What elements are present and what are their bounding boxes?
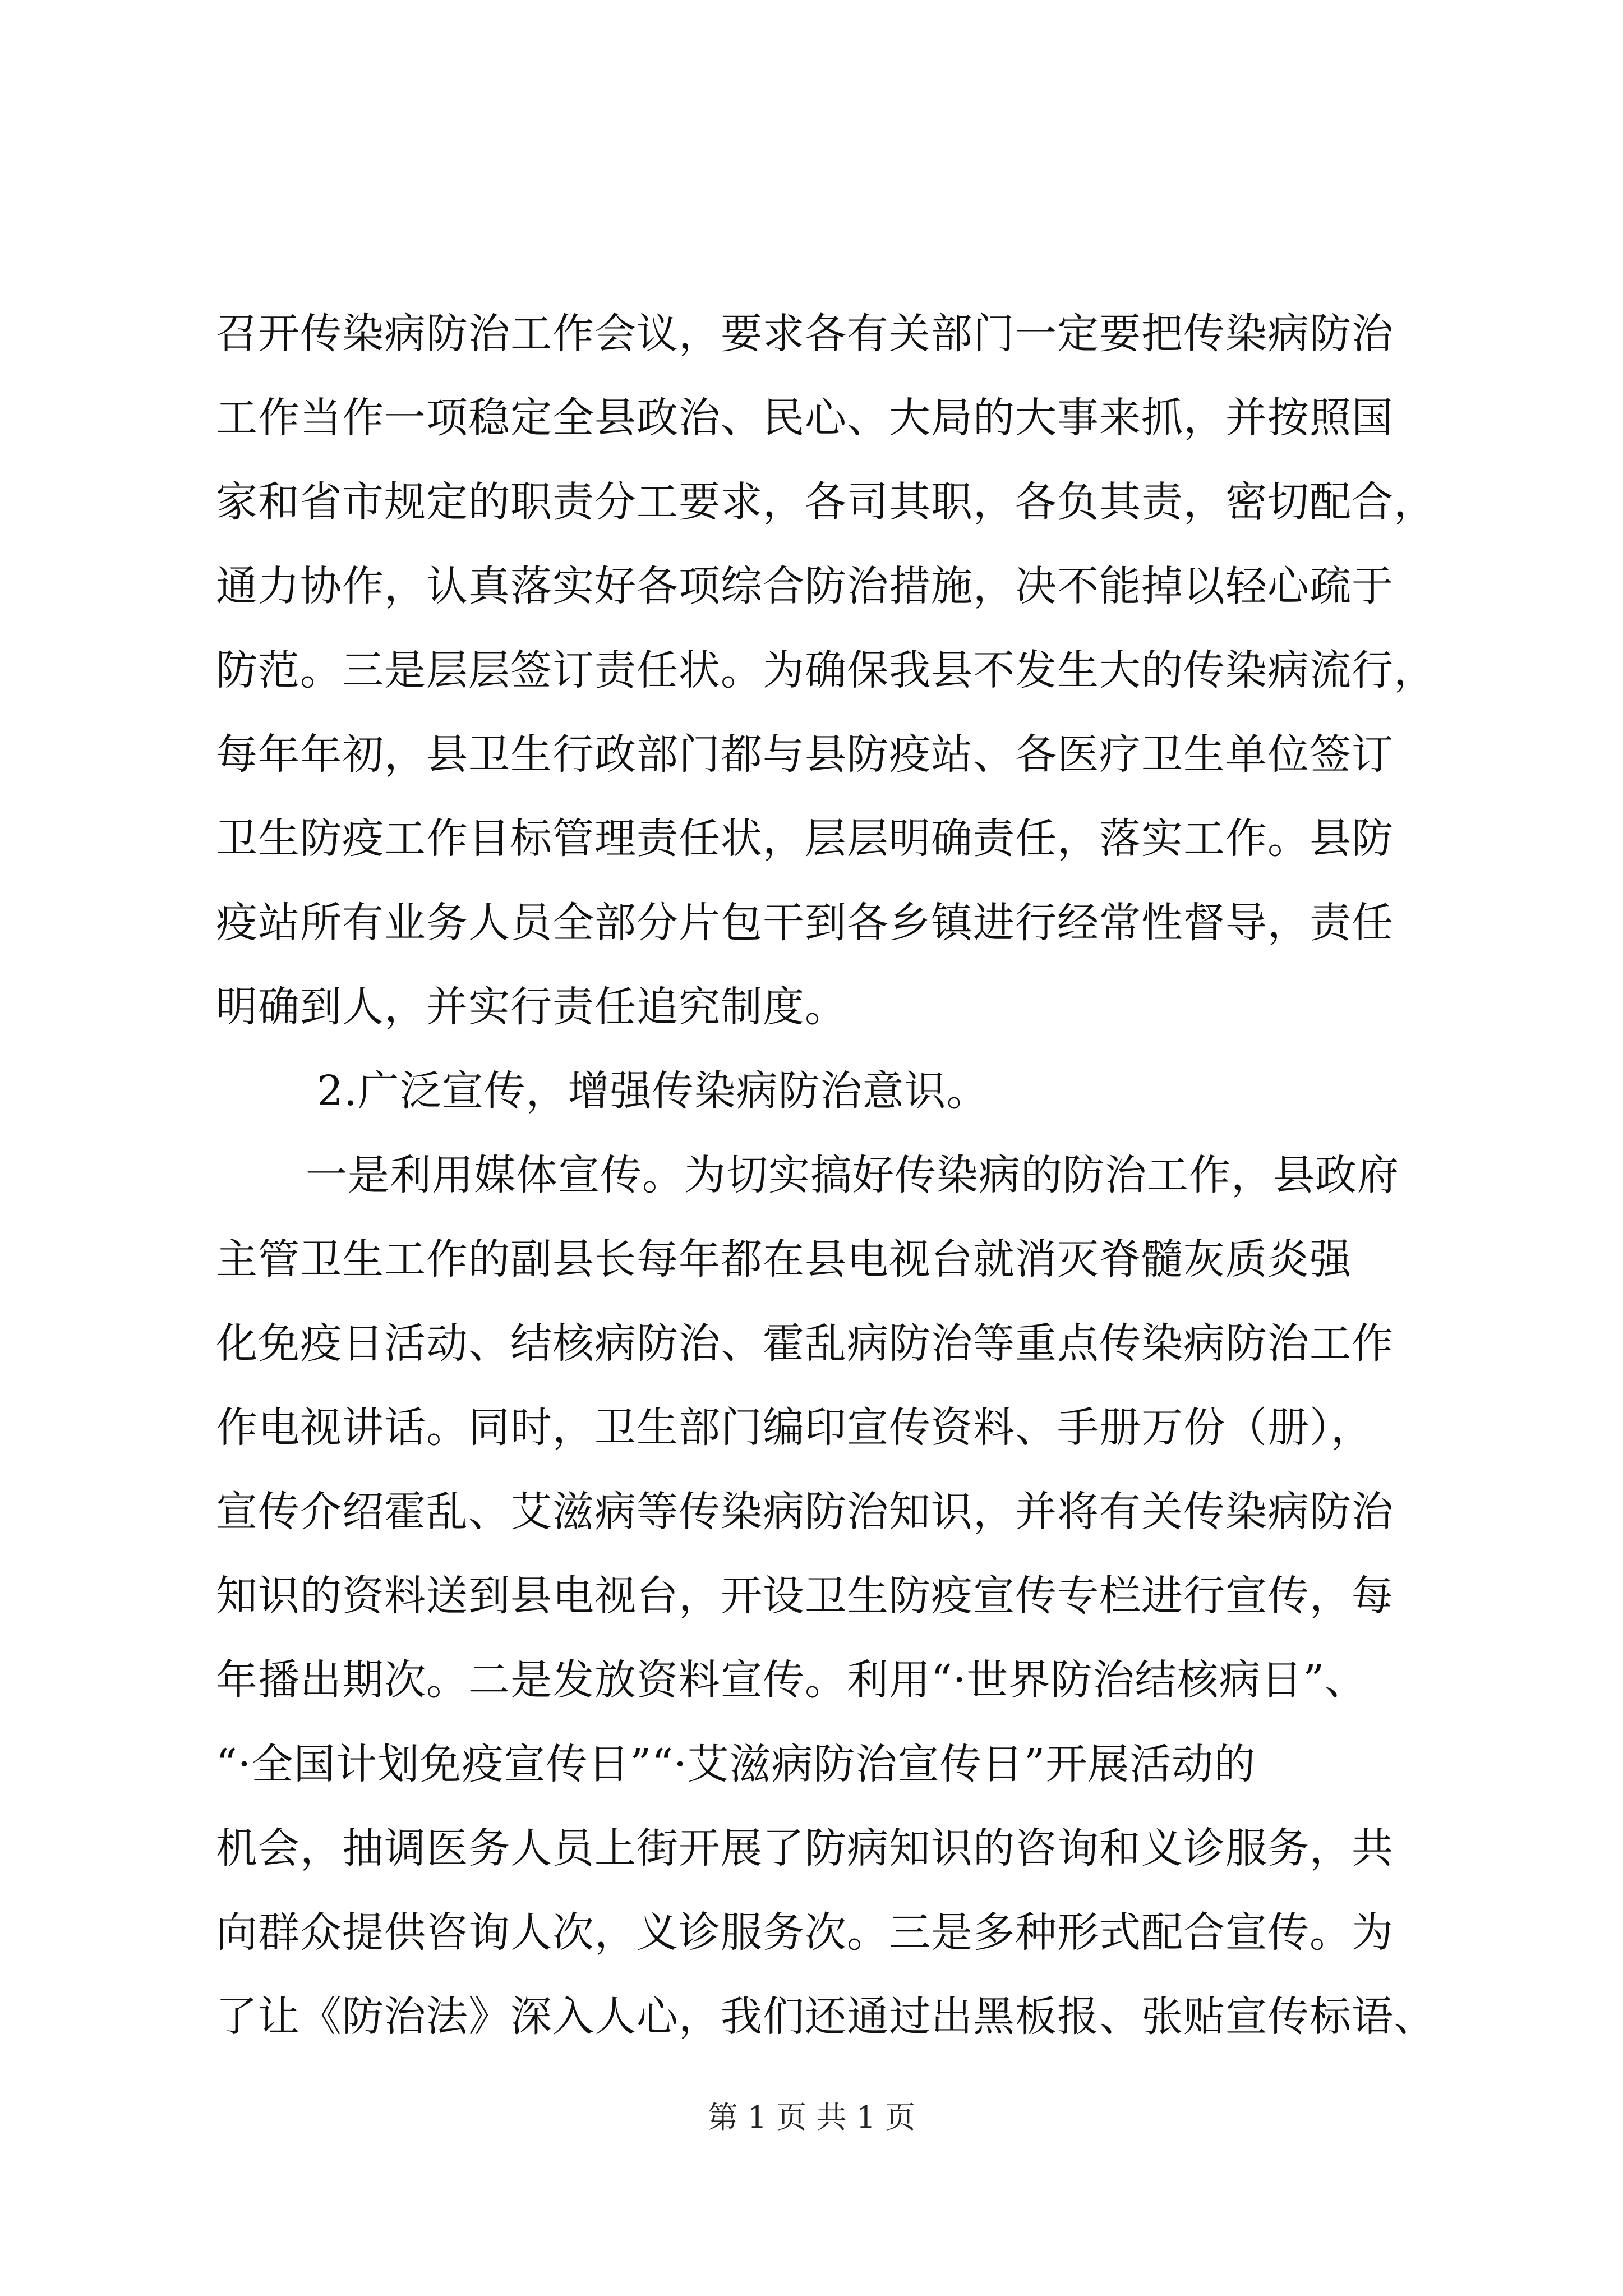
text-line: 作电视讲话。同时，卫生部门编印宣传资料、手册万份（册），: [216, 1404, 1373, 1452]
text-line: 化免疫日活动、结核病防治、霍乱病防治等重点传染病防治工作: [216, 1319, 1394, 1368]
text-line: 卫生防疫工作目标管理责任状，层层明确责任，落实工作。县防: [216, 815, 1394, 863]
text-line: 机会，抽调医务人员上街开展了防病知识的咨询和义诊服务，共: [216, 1824, 1394, 1872]
page-footer: 第 1 页 共 1 页: [707, 2100, 916, 2135]
text-line: 家和省市规定的职责分工要求，各司其职，各负其责，密切配合，: [216, 478, 1436, 526]
text-line: 工作当作一项稳定全县政治、民心、大局的大事来抓，并按照国: [216, 394, 1394, 442]
text-line: 向群众提供咨询人次，义诊服务次。三是多种形式配合宣传。为: [216, 1908, 1394, 1957]
text-line: 知识的资料送到县电视台，开设卫生防疫宣传专栏进行宣传，每: [216, 1572, 1394, 1620]
text-line: 通力协作，认真落实好各项综合防治措施，决不能掉以轻心疏于: [216, 562, 1394, 610]
text-line: 年播出期次。二是发放资料宣传。利用“·世界防治结核病日”、: [216, 1656, 1367, 1704]
text-line: 宣传介绍霍乱、艾滋病等传染病防治知识，并将有关传染病防治: [216, 1488, 1394, 1536]
text-line: 一是利用媒体宣传。为切实搞好传染病的防治工作，县政府: [306, 1151, 1399, 1199]
text-line: 防范。三是层层签订责任状。为确保我县不发生大的传染病流行，: [216, 646, 1436, 694]
text-line: 召开传染病防治工作会议，要求各有关部门一定要把传染病防治: [216, 310, 1394, 358]
section-heading: 2.广泛宣传，增强传染病防治意识。: [317, 1067, 989, 1115]
text-line: 每年年初，县卫生行政部门都与县防疫站、各医疗卫生单位签订: [216, 730, 1394, 779]
text-line: 疫站所有业务人员全部分片包干到各乡镇进行经常性督导，责任: [216, 899, 1394, 947]
text-line: 明确到人，并实行责任追究制度。: [216, 983, 847, 1031]
body-text: [216, 292, 1436, 2059]
text-line: “·全国计划免疫宣传日”“·艾滋病防治宣传日”开展活动的: [216, 1740, 1256, 1788]
text-line: 主管卫生工作的副县长每年都在县电视台就消灭脊髓灰质炎强: [216, 1235, 1352, 1283]
text-line: 了让《防治法》深入人心，我们还通过出黑板报、张贴宣传标语、: [216, 1993, 1436, 2041]
